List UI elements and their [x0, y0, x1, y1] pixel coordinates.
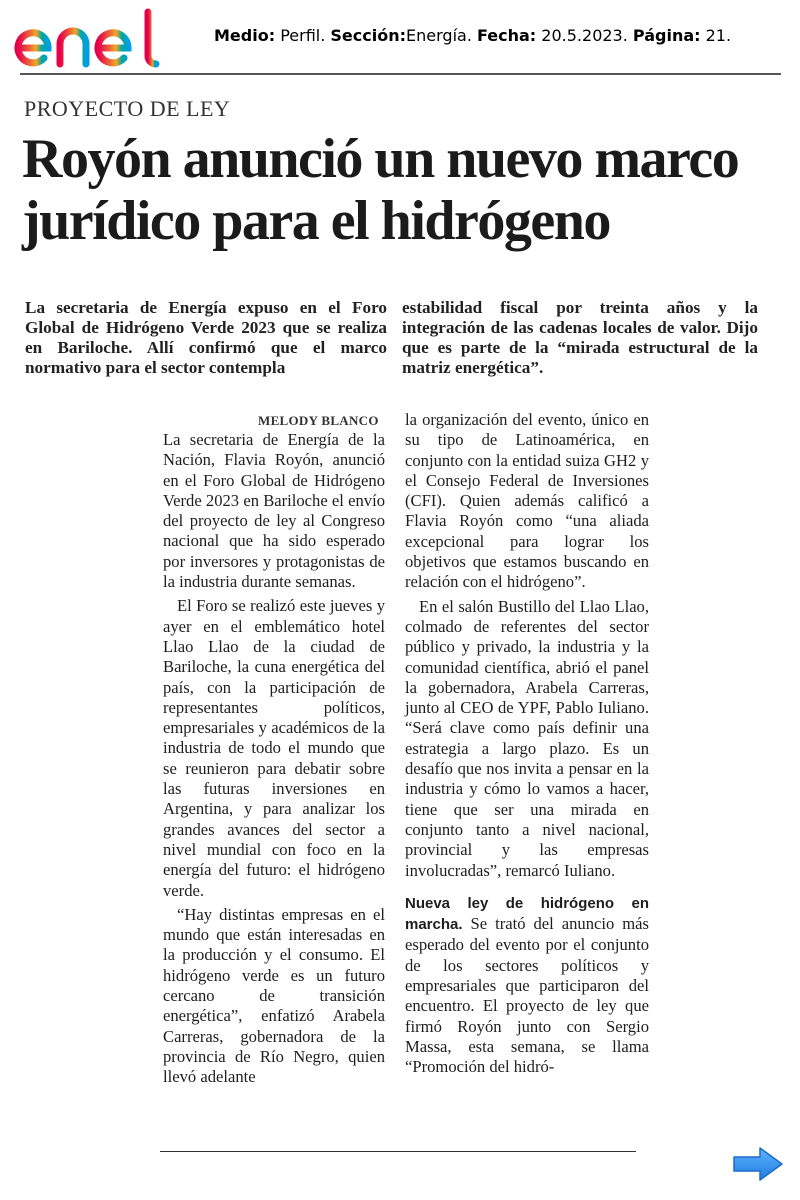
- byline: MELODY BLANCO: [258, 413, 379, 428]
- medio-value: Perfil.: [280, 26, 326, 45]
- paragraph: En el salón Bustillo del Llao Llao, colmado de referentes del sector público y privado, la industria y la comunidad científica, abrió el panel la gobernadora, Arabela Carreras, junto al CEO de YPF, Pablo Iuliano. “Será clave como país definir una estrategia a largo plazo. Es un desafío que nos invita a pensar en la industria y cómo lo vamos a hacer, tiene que ser una mirada en conjunto tanto a nivel nacional, provincial y las empresas involucradas”, remarcó Iuliano.: [405, 596, 649, 880]
- fecha-value: 20.5.2023.: [541, 26, 628, 45]
- lead-right: estabilidad fiscal por treinta años y la integración de las cadenas locales de valor. Dijo que es parte de la “mirada estructural de la matriz energética”.: [402, 298, 758, 377]
- paragraph: La secretaria de Energía de la Nación, Flavia Royón, anunció en el Foro Global de Hidrógeno Verde 2023 en Bariloche el envío del proyecto de ley al Congreso nacional que ha sido esperado por inversores y protagonistas de la industria durante semanas.: [163, 430, 385, 592]
- paragraph: El Foro se realizó este jueves y ayer en el emblemático hotel Llao Llao de la ciudad de Bariloche, la cuna energética del país, con la participación de representantes políticos, empresariales y académicos de la industria de todo el mundo que se reunieron para debatir sobre las futuras inversiones en Argentina, y para analizar los grandes avances del sector a nivel mundial con foco en la energía del futuro: el hidrógeno verde.: [163, 596, 385, 900]
- fecha-label: Fecha:: [477, 26, 537, 45]
- seccion-label: Sección:: [330, 26, 407, 45]
- lead-left: La secretaria de Energía expuso en el Foro Global de Hidrógeno Verde 2023 que se realiza en Bariloche. Allí confirmó que el marco normativo para el sector contempla: [25, 298, 387, 377]
- page-bottom-divider: [160, 1151, 636, 1152]
- paragraph: “Hay distintas empresas en el mundo que están interesadas en la producción y el consumo. El hidrógeno verde es un futuro cercano de transición energética”, enfatizó Arabela Carreras, gobernadora de la provincia de Río Negro, quien llevó adelante: [163, 904, 385, 1087]
- medio-label: Medio:: [214, 26, 276, 45]
- article-headline: Royón anunció un nuevo marco jurídico para el hidrógeno: [22, 128, 739, 252]
- right-arrow-icon[interactable]: [732, 1146, 784, 1182]
- paragraph: la organización del evento, único en su tipo de Latinoamérica, en conjunto con la entidad suiza GH2 y el Consejo Federal de Inversiones (CFI). Quien además calificó a Flavia Royón como “una aliada excepcional para lograr los objetivos que estamos buscando en relación con el hidrógeno”.: [405, 410, 649, 592]
- body-column-1: [163, 430, 385, 1092]
- enel-logo: [14, 6, 184, 70]
- header-divider: [20, 73, 781, 75]
- article-kicker: PROYECTO DE LEY: [24, 96, 231, 121]
- source-metadata: [214, 26, 731, 45]
- pagina-label: Página:: [632, 26, 701, 45]
- paragraph-text: Se trató del anuncio más esperado del evento por el conjunto de los sectores políticos y empresariales que participaron del encuentro. El proyecto de ley que firmó Royón junto con Sergio Massa, esta semana, se llama “Promoción del hidró-: [405, 914, 649, 1077]
- paragraph-with-subhead: [405, 893, 649, 1078]
- body-column-2: [405, 410, 649, 1082]
- section-subhead: Nueva ley de hidrógeno en marcha.: [405, 894, 649, 934]
- seccion-value: Energía.: [406, 26, 472, 45]
- pagina-value: 21.: [705, 26, 732, 45]
